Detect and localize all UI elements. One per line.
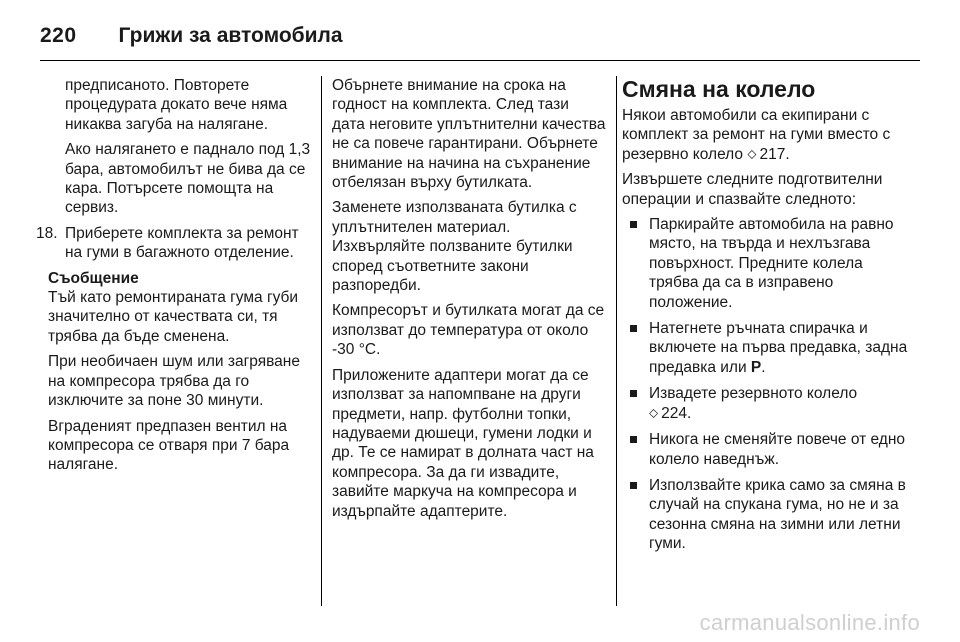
step-text: Приберете комплекта за ремонт на гуми в багажното отделение. (65, 224, 299, 262)
paragraph: Компресорът и бутилката могат да се използват до температура от около -30 °C. (332, 302, 605, 359)
list-item: Никога не сменяйте повече от едно колело наведнъж. (622, 430, 912, 469)
paragraph: Извършете следните подготвителни операции и спазвайте следното: (622, 171, 883, 208)
column-divider-left (321, 76, 322, 606)
page-header (40, 14, 343, 58)
step-number: 18. (36, 224, 58, 242)
bullet-list (622, 215, 912, 554)
square-bullet-icon (630, 390, 637, 397)
gear-p-label: P (750, 358, 762, 376)
note-title: Съобщение (48, 269, 139, 287)
paragraph: Ако налягането е паднало под 1,3 бара, автомобилът не бива да се кара. Потърсете помощта на сервиз. (65, 141, 311, 217)
page-reference-link[interactable]: 224. (661, 404, 692, 422)
square-bullet-icon (630, 436, 637, 443)
watermark: carmanualsonline.info (699, 610, 920, 635)
square-bullet-icon (630, 221, 637, 228)
column-middle (332, 76, 606, 527)
column-divider-right (616, 76, 617, 606)
note-paragraph: Вграденият предпазен вентил на компресора се отваря при 7 бара налягане. (48, 417, 290, 474)
paragraph: предписаното. Повторете процедурата докато вече няма никаква загуба на налягане. (65, 77, 288, 133)
column-left (36, 76, 312, 481)
column-right (622, 76, 912, 561)
paragraph: Приложените адаптери могат да се използват за напомпване на други предмети, напр. футболни топки, надуваеми дюшеци, гумени лодки и др. Те се намират в долната част на компресора. За да ги извадите, завийте маркуча на компресора и издърпайте адаптерите. (332, 366, 594, 520)
page-reference-icon: ⬦ (649, 404, 659, 420)
list-item: Паркирайте автомобила на равно място, на твърда и нехлъзгава повърхност. Предните колела трябва да са в изправено положение. (622, 215, 912, 312)
paragraph: Обърнете внимание на срока на годност на комплекта. След тази дата неговите уплътнителни качества не са повече гарантирани. Обърнете внимание на начина на съхранение отбелязан върху бутилката. (332, 77, 606, 192)
paragraph: Заменете използваната бутилка с уплътнителен материал. Изхвърляйте ползваните бутилки според съответните закони разпоредби. (332, 199, 577, 295)
square-bullet-icon (630, 482, 637, 489)
list-item: Използвайте крика само за смяна в случай на спукана гума, но не и за сезонна смяна на зимни или летни гуми. (622, 476, 912, 554)
page-reference-link[interactable]: 217. (759, 145, 790, 163)
list-item: Извадете резервното колело ⬦ 224. (622, 384, 912, 423)
page-title: Грижи за автомобила (118, 24, 343, 47)
square-bullet-icon (630, 325, 637, 332)
page-number: 220 (40, 24, 77, 47)
header-divider (40, 60, 920, 61)
note-box (40, 269, 312, 475)
paragraph (622, 106, 912, 164)
list-item: Натегнете ръчната спирачка и включете на първа предавка, задна предавка или P. (622, 319, 912, 377)
intro-text: Някои автомобили са екипирани с комплект за ремонт на гуми вместо с резервно колело (622, 107, 891, 163)
page-reference-icon: ⬦ (747, 145, 757, 161)
numbered-step-18 (36, 224, 312, 263)
section-title: Смяна на колело (622, 76, 816, 102)
note-paragraph: Тъй като ремонтираната гума губи значително от качествата си, тя трябва да бъде сменена. (48, 289, 299, 345)
note-paragraph: При необичаен шум или загряване на компресора трябва да го изключите за поне 30 минути. (48, 353, 300, 410)
